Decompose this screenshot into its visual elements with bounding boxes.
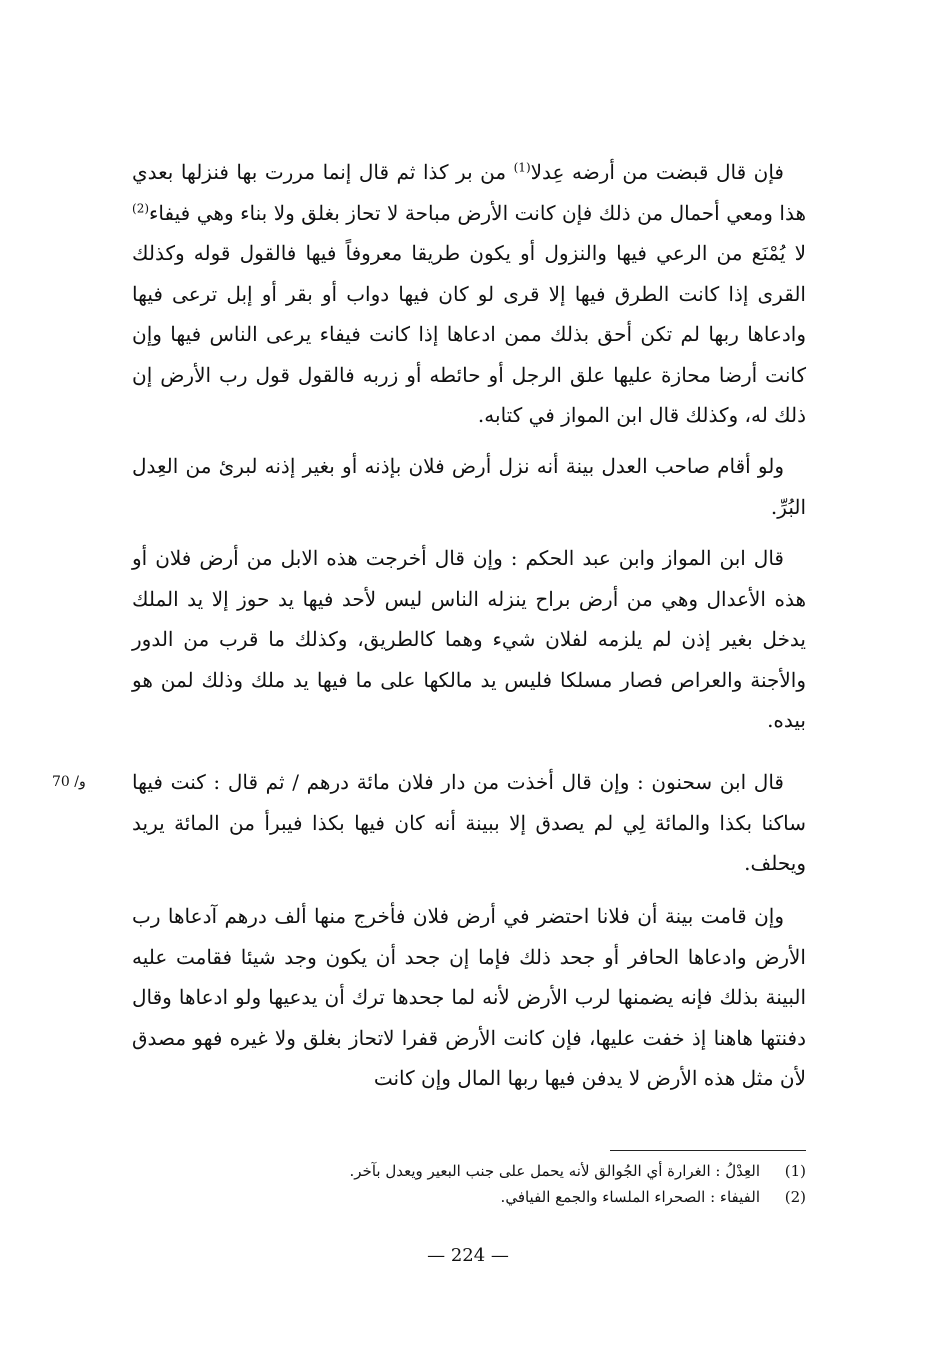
main-text-paragraph-3 <box>132 538 806 741</box>
footnote-ref-1: (1) <box>513 160 531 175</box>
main-text-paragraph-4 <box>132 762 806 884</box>
footnote-divider <box>610 1150 806 1151</box>
footnote-text: العِدْلُ : الغرارة أي الجُوالق لأنه يحمل على جنب البعير ويعدل بآخر. <box>349 1162 760 1180</box>
main-text-paragraph-5 <box>132 896 806 1099</box>
paragraph-text: ولو أقام صاحب العدل بينة أنه نزل أرض فلان بإذنه أو بغير إذنه لبرئ من العِدل البُرِّ. <box>132 454 806 519</box>
paragraph-text: قال ابن المواز وابن عبد الحكم : وإن قال أخرجت هذه الابل من أرض فلان أو هذه الأعدال وهي من أرض براح ينزله الناس ليس لأحد فيها يد حوز إلا يد الملك يدخل بغير إذن لم يلزمه لفلان شيء وهما كالطريق، وكذلك ما قرب من الدور والأجنة والعراص فصار مسلكا فليس يد مالكها على ما فيها يد ملك وذلك لمن هو بيده. <box>132 546 806 732</box>
manuscript-folio-marker: 70 /و <box>52 774 86 790</box>
footnote-number: (2) <box>784 1188 806 1206</box>
paragraph-text: فإن قال قبضت من أرضه عِدلا <box>530 160 784 184</box>
paragraph-text: من بر كذا ثم قال إنما مررت بها فنزلها بعدي هذا ومعي أحمال من ذلك فإن كانت الأرض مباحة لا تحاز بغلق ولا بناء وهي فيفاء <box>132 160 806 225</box>
page-number: — 224 — <box>427 1245 509 1266</box>
paragraph-text: لا يُمْنَع من الرعي فيها والنزول أو يكون طريقا معروفاً فيها فالقول قوله وكذلك القرى إذا كانت الطرق فيها إلا قرى لو كان فيها دواب أو بقر أو إبل ترعى فيها وادعاها ربها لم تكن أحق بذلك ممن ادعاها إذا كانت فيفاء يرعى الناس فيها وإن كانت أرضا محازة عليها علق الرجل أو حائطه أو زربه فالقول قول رب الأرض إن ذلك له، وكذلك قال ابن المواز في كتابه. <box>132 241 806 427</box>
footnote-number: (1) <box>784 1162 806 1180</box>
footnotes <box>132 1158 806 1210</box>
paragraph-text: قال ابن سحنون : وإن قال أخذت من دار فلان مائة درهم / ثم قال : كنت فيها ساكنا بكذا والمائة لِي لم يصدق إلا ببينة أنه كان فيها بكذا فيبرأ من المائة يريد ويحلف. <box>132 770 806 875</box>
footnote-text: الفيفاء : الصحراء الملساء والجمع الفيافي. <box>500 1188 760 1206</box>
footnote-item <box>132 1158 806 1184</box>
footnote-ref-2: (2) <box>132 200 150 215</box>
footnote-item <box>132 1184 806 1210</box>
main-text-paragraph-2 <box>132 446 806 527</box>
paragraph-text: وإن قامت بينة أن فلانا احتضر في أرض فلان فأخرج منها ألف درهم آدعاها رب الأرض وادعاها الحافر أو جحد ذلك فإما إن جحد أن يكون وجد شيئا فقامت عليه البينة بذلك فإنه يضمنها لرب الأرض لأنه لما جحدها ترك أن يدعيها ولو ادعاها وقال دفنتها هاهنا إذ خفت عليها، فإن كانت الأرض قفرا لاتحاز بغلق ولا غيره فهو مصدق لأن مثل هذه الأرض لا يدفن فيها ربها المال وإن كانت <box>132 904 806 1090</box>
main-text-paragraph-1 <box>132 152 806 436</box>
